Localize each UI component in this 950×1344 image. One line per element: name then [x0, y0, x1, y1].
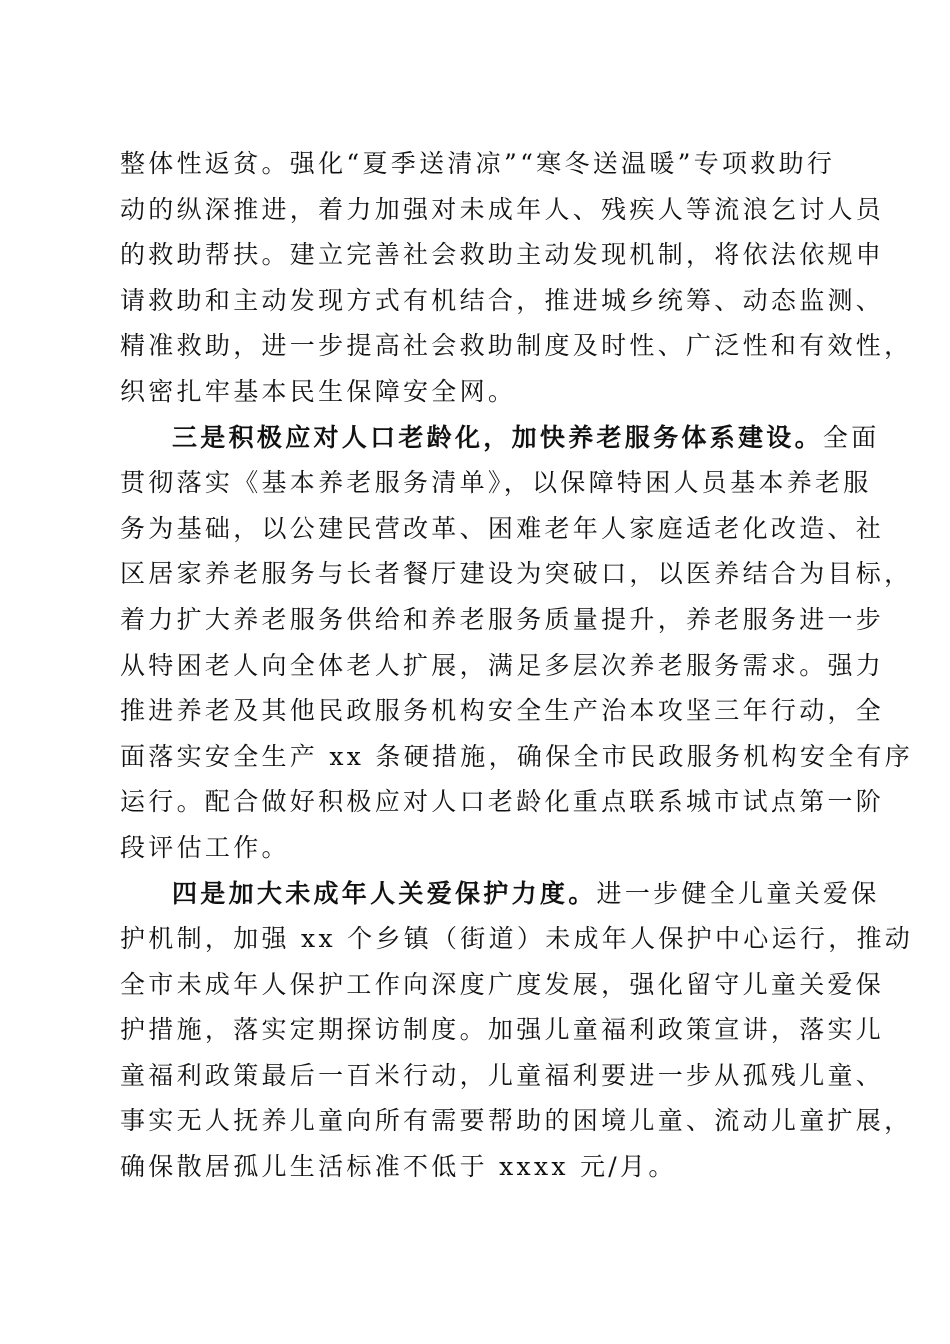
text-line: 从特困老人向全体老人扩展，满足多层次养老服务需求。强力 — [120, 650, 885, 680]
text-run: 进一步健全儿童关爱保 — [596, 878, 880, 908]
text-line: 运行。配合做好积极应对人口老龄化重点联系城市试点第一阶 — [120, 787, 885, 817]
text-line: 段评估工作。 — [120, 832, 290, 862]
text-line: 事实无人抚养儿童向所有需要帮助的困境儿童、流动儿童扩展， — [120, 1106, 913, 1136]
paragraph-minors-protection — [120, 871, 914, 1190]
text-line: 织密扎牢基本民生保障安全网。 — [120, 376, 517, 406]
text-line: 推进养老及其他民政服务机构安全生产治本攻坚三年行动，全 — [120, 696, 885, 726]
text-line: 动的纵深推进，着力加强对未成年人、残疾人等流浪乞讨人员 — [120, 194, 885, 224]
text-line-first — [120, 871, 880, 917]
text-run: 全面 — [822, 422, 880, 452]
text-line-first — [120, 415, 880, 461]
section-heading-elderly: 三是积极应对人口老龄化，加快养老服务体系建设。 — [172, 422, 823, 452]
document-body — [120, 141, 914, 1190]
paragraph-elderly-services — [120, 415, 914, 871]
text-line: 面落实安全生产 xx 条硬措施，确保全市民政服务机构安全有序 — [120, 741, 914, 771]
text-line: 的救助帮扶。建立完善社会救助主动发现机制，将依法依规申 — [120, 240, 885, 270]
text-line: 精准救助，进一步提高社会救助制度及时性、广泛性和有效性， — [120, 331, 913, 361]
text-line: 贯彻落实《基本养老服务清单》，以保障特困人员基本养老服 — [120, 468, 872, 498]
text-line: 着力扩大养老服务供给和养老服务质量提升，养老服务进一步 — [120, 604, 885, 634]
text-line: 护机制，加强 xx 个乡镇（街道）未成年人保护中心运行，推动 — [120, 924, 914, 954]
text-line: 确保散居孤儿生活标准不低于 xxxx 元/月。 — [120, 1152, 677, 1182]
text-line: 请救助和主动发现方式有机结合，推进城乡统筹、动态监测、 — [120, 285, 885, 315]
text-line: 整体性返贫。强化“夏季送清凉”“寒冬送温暖”专项救助行 — [120, 149, 836, 178]
text-line: 全市未成年人保护工作向深度广度发展，强化留守儿童关爱保 — [120, 969, 885, 999]
text-line: 护措施，落实定期探访制度。加强儿童福利政策宣讲，落实儿 — [120, 1015, 885, 1045]
text-line: 区居家养老服务与长者餐厅建设为突破口，以医养结合为目标， — [120, 559, 913, 589]
section-heading-minors: 四是加大未成年人关爱保护力度。 — [172, 878, 597, 908]
text-line: 务为基础，以公建民营改革、困难老年人家庭适老化改造、社 — [120, 513, 885, 543]
paragraph-social-relief — [120, 141, 913, 415]
text-line: 童福利政策最后一百米行动，儿童福利要进一步从孤残儿童、 — [120, 1060, 885, 1090]
